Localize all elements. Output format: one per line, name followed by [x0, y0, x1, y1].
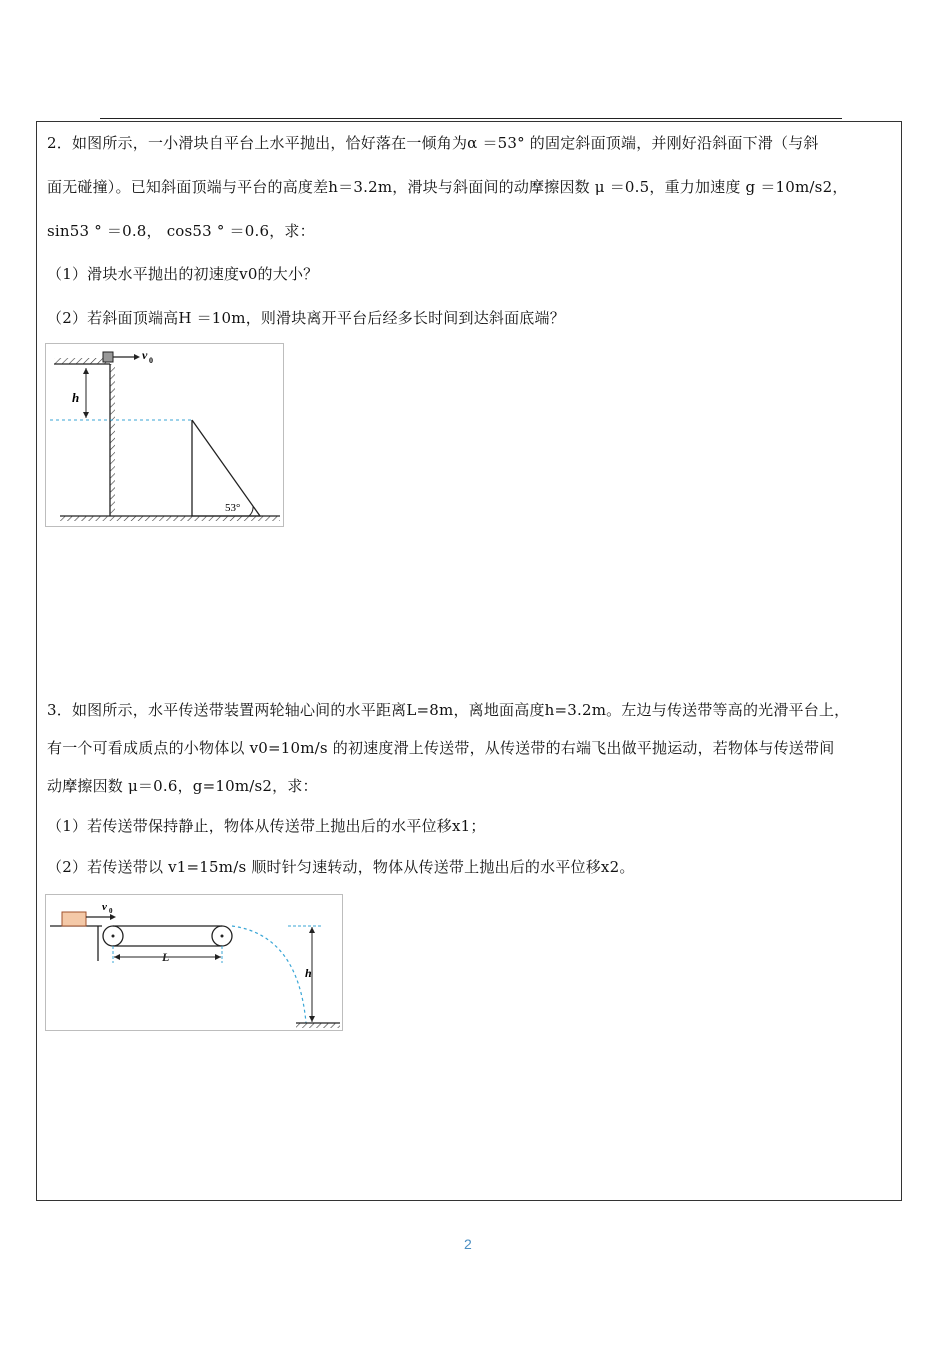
problem2-question2: （2）若斜面顶端高H ＝10m，则滑块离开平台后经多长时间到达斜面底端？: [47, 309, 565, 327]
h-label: h: [72, 390, 80, 405]
h-arrow-bottom: [83, 412, 89, 418]
left-axle: [112, 935, 115, 938]
problem2-line3: sin53 ° ＝0.8， cos53 ° ＝0.6，求：: [47, 222, 315, 240]
h-arrow-top: [83, 368, 89, 374]
problem2-line2: 面无碰撞）。已知斜面顶端与平台的高度差h＝3.2m，滑块与斜面间的动摩擦因数 μ ＝0.5，重力加速度 g ＝10m/s2，: [47, 178, 848, 196]
header-rule: [100, 118, 842, 119]
problem2-figure: [45, 343, 284, 527]
page-number: 2: [464, 1236, 472, 1252]
v0-sub: 0: [149, 356, 153, 365]
problem3-line3: 动摩擦因数 μ＝0.6，g=10m/s2，求：: [47, 777, 318, 795]
L-arrow-left: [114, 954, 120, 960]
h-arrow-top: [309, 927, 315, 933]
wall-hatch: [110, 364, 115, 516]
problem2-line1: 2．如图所示，一小滑块自平台上水平抛出，恰好落在一倾角为α ＝53° 的固定斜面顶端，并刚好沿斜面下滑（与斜: [47, 134, 819, 152]
ground-hatch: [60, 516, 280, 521]
problem3-line2: 有一个可看成质点的小物体以 v0=10m/s 的初速度滑上传送带，从传送带的右端飞出做平抛运动，若物体与传送带间: [47, 739, 835, 757]
landing-ground-hatch: [296, 1023, 340, 1028]
conveyor-diagram: [46, 895, 342, 1030]
L-arrow-right: [215, 954, 221, 960]
right-axle: [221, 935, 224, 938]
problem3-question2: （2）若传送带以 v1=15m/s 顺时针匀速转动，物体从传送带上抛出后的水平位移x2。: [47, 858, 635, 876]
h-label: h: [305, 966, 312, 980]
angle-label: 53°: [225, 502, 241, 514]
problem3-figure: [45, 894, 343, 1031]
L-label: L: [162, 950, 170, 964]
v0-label: v: [142, 348, 148, 362]
problem3-question1: （1）若传送带保持静止，物体从传送带上抛出后的水平位移x1；: [47, 817, 486, 835]
problem3-line1: 3．如图所示，水平传送带装置两轮轴心间的水平距离L=8m，离地面高度h=3.2m。左边与传送带等高的光滑平台上，: [47, 701, 850, 719]
h-arrow-bottom: [309, 1016, 315, 1022]
angle-arc: [249, 506, 253, 516]
v0-arrowhead: [134, 354, 140, 360]
platform-hatch: [54, 358, 110, 364]
problem2-question1: （1）滑块水平抛出的初速度v0的大小？: [47, 265, 319, 283]
incline-diagram: [46, 344, 283, 526]
cargo-block: [62, 912, 86, 926]
trajectory-curve: [232, 926, 306, 1023]
v0-label: v: [102, 901, 107, 913]
slider-block: [103, 352, 113, 362]
v0-sub: 0: [109, 907, 113, 915]
